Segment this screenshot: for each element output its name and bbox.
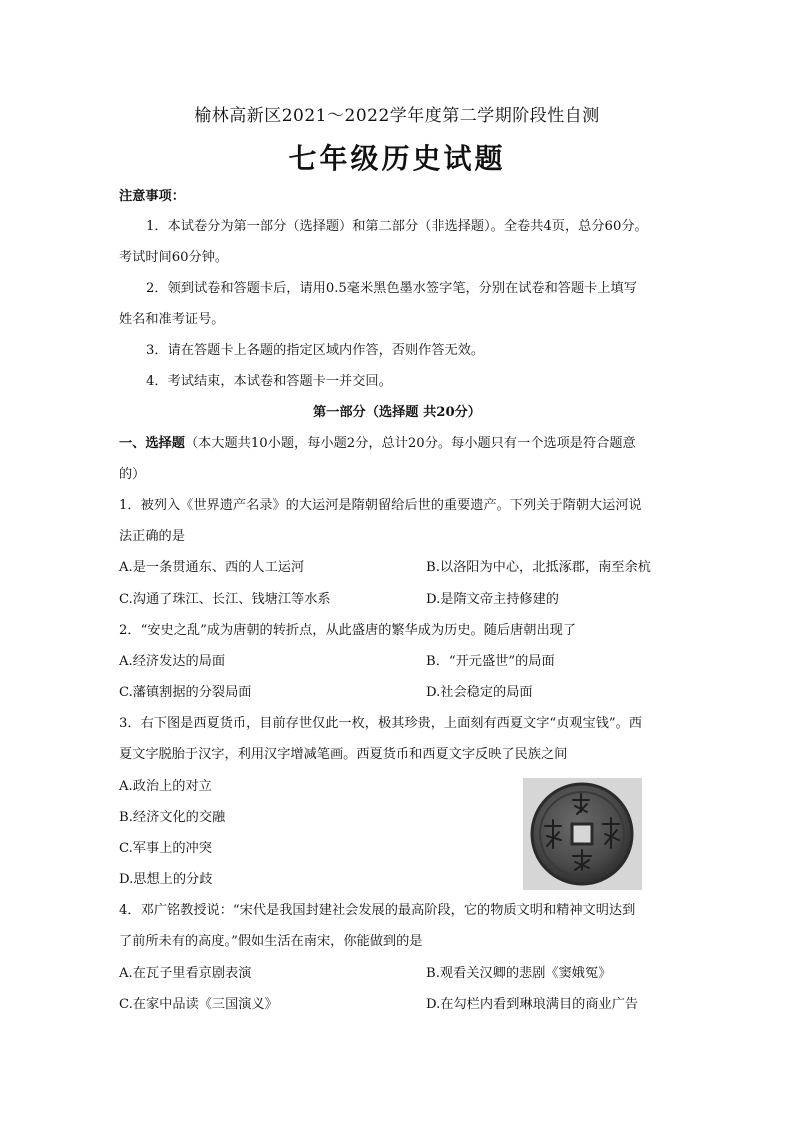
q2-stem: 2．“安史之乱”成为唐朝的转折点，从此盛唐的繁华成为历史。随后唐朝出现了 — [119, 623, 577, 638]
notice-item-4: 4．考试结束，本试卷和答题卡一并交回。 — [146, 374, 392, 389]
notice-item-2: 2．领到试卷和答题卡后，请用0.5毫米黑色墨水签字笔，分别在试卷和答题卡上填写 — [146, 281, 637, 296]
q3-option-b: B.经济文化的交融 — [119, 810, 226, 825]
q1-option-b: B.以洛阳为中心，北抵涿郡，南至余杭 — [426, 560, 651, 575]
q1-option-d: D.是隋文帝主持修建的 — [426, 592, 559, 607]
q4-stem: 4．邓广铭教授说：“宋代是我国封建社会发展的最高阶段，它的物质文明和精神文明达到 — [119, 903, 636, 918]
section-label: 一、选择题 — [119, 436, 185, 451]
q4-option-a: A.在瓦子里看京剧表演 — [119, 966, 252, 981]
q4-option-b: B.观看关汉卿的悲剧《窦娥冤》 — [426, 966, 612, 981]
q2-option-a: A.经济发达的局面 — [119, 654, 226, 669]
q2-option-b: B．“开元盛世”的局面 — [426, 654, 555, 669]
notice-item-1-cont: 考试时间60分钟。 — [119, 250, 229, 265]
q1-stem: 1．被列入《世界遗产名录》的大运河是隋朝留给后世的重要遗产。下列关于隋朝大运河说 — [119, 498, 642, 513]
q3-option-a: A.政治上的对立 — [119, 779, 212, 794]
q1-stem-cont: 法正确的是 — [119, 529, 185, 544]
q1-option-a: A.是一条贯通东、西的人工运河 — [119, 560, 305, 575]
q4-option-d: D.在勾栏内看到琳琅满目的商业广告 — [426, 997, 639, 1012]
notice-item-2-cont: 姓名和准考证号。 — [119, 312, 225, 327]
q1-option-c: C.沟通了珠江、长江、钱塘江等水系 — [119, 592, 331, 607]
exam-title: 七年级历史试题 — [288, 142, 506, 175]
q2-option-c: C.藩镇割据的分裂局面 — [119, 685, 252, 700]
q2-option-d: D.社会稳定的局面 — [426, 685, 533, 700]
notice-item-1: 1．本试卷分为第一部分（选择题）和第二部分（非选择题）。全卷共4页，总分60分。 — [146, 219, 648, 234]
section-desc-cont: 的） — [119, 467, 146, 482]
q3-option-d: D.思想上的分歧 — [119, 872, 213, 887]
part1-heading: 第一部分（选择题 共20分） — [312, 405, 481, 420]
exam-subtitle: 榆林高新区2021～2022学年度第二学期阶段性自测 — [194, 106, 600, 126]
section-desc: （本大题共10小题，每小题2分，总计20分。每小题只有一个选项是符合题意 — [184, 436, 636, 451]
q4-option-c: C.在家中品读《三国演义》 — [119, 997, 278, 1012]
q3-option-c: C.军事上的冲突 — [119, 841, 212, 856]
section-intro — [119, 434, 636, 454]
q3-stem: 3．右下图是西夏货币，目前存世仅此一枚，极其珍贵，上面刻有西夏文字“贞观宝钱”。西 — [119, 716, 642, 731]
q4-stem-cont: 了前所未有的高度。”假如生活在南宋，你能做到的是 — [119, 934, 423, 949]
coin-illustration — [523, 778, 642, 890]
western-xia-coin-image — [523, 778, 642, 890]
notice-heading: 注意事项： — [119, 189, 185, 204]
notice-item-3: 3．请在答题卡上各题的指定区域内作答，否则作答无效。 — [146, 343, 485, 358]
q3-stem-cont: 夏文字脱胎于汉字，利用汉字增减笔画。西夏货币和西夏文字反映了民族之间 — [119, 747, 568, 762]
